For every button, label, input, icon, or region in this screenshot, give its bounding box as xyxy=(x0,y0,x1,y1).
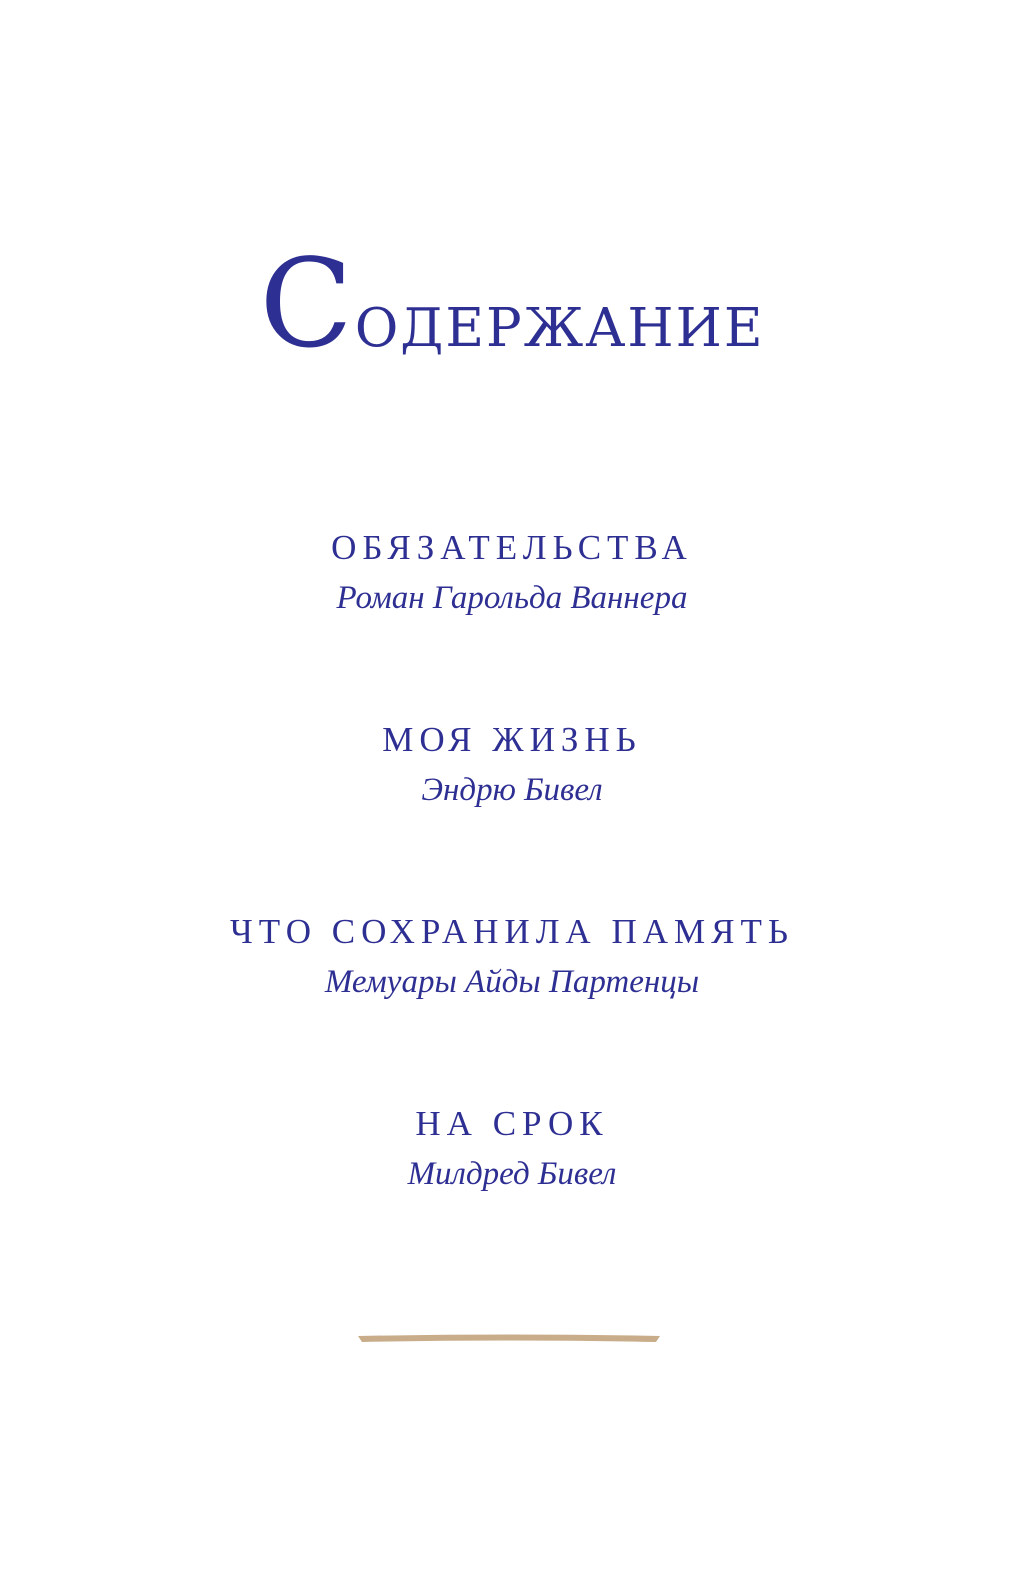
toc-entry[interactable] xyxy=(0,912,1024,1002)
toc-entry[interactable] xyxy=(0,528,1024,618)
toc-entry-title: ОБЯЗАТЕЛЬСТВА xyxy=(331,528,693,567)
title-rest: одержание xyxy=(354,275,765,365)
toc-entry-title: ЧТО СОХРАНИЛА ПАМЯТЬ xyxy=(230,912,794,951)
toc-entry-title: НА СРОК xyxy=(415,1104,609,1143)
toc-entry-subtitle: Милдред Бивел xyxy=(407,1156,617,1192)
toc-entry[interactable] xyxy=(0,1104,1024,1194)
toc-entry[interactable] xyxy=(0,720,1024,810)
ornament-rule xyxy=(358,1335,660,1343)
toc-entry-subtitle: Роман Гарольда Ваннера xyxy=(336,580,688,616)
title-initial: С xyxy=(259,233,355,376)
toc-entry-subtitle: Эндрю Бивел xyxy=(421,772,603,808)
toc-entry-subtitle: Мемуары Айды Партенцы xyxy=(324,964,700,1000)
page-title xyxy=(0,233,1024,376)
ornament-divider xyxy=(358,1334,660,1344)
toc-entry-title: МОЯ ЖИЗНЬ xyxy=(382,720,642,759)
